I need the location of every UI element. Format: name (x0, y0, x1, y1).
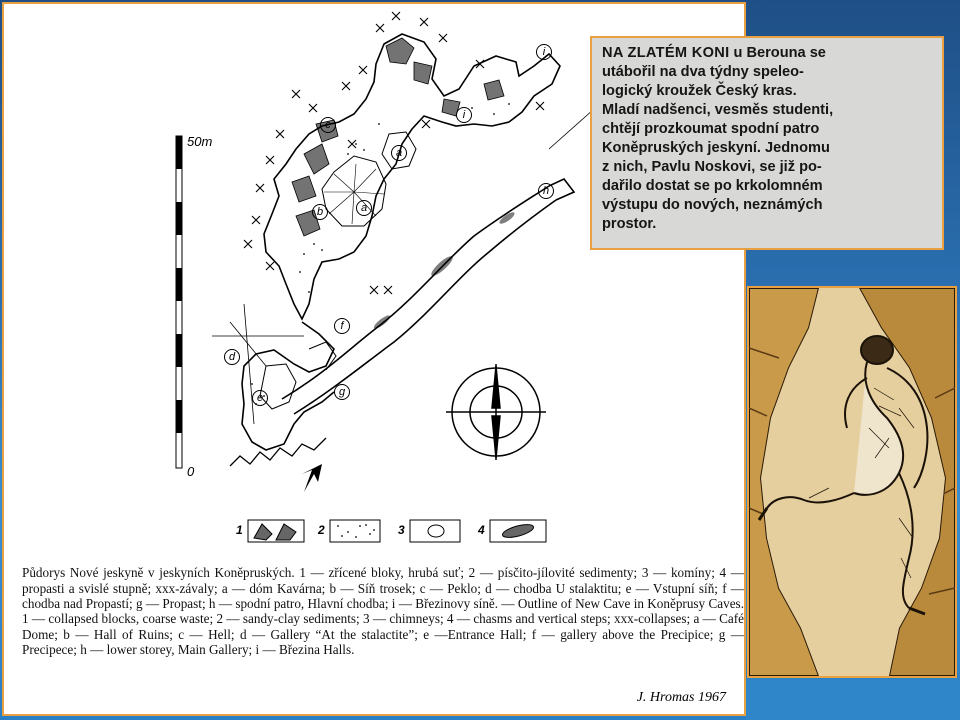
clipping-line-7: dařilo dostat se po krkolomném (602, 178, 823, 194)
clipping-line-1: utábořil na dva týdny speleo- (602, 64, 804, 80)
legend-num-4: 4 (478, 523, 485, 537)
newspaper-clipping (590, 36, 944, 250)
legend-num-1: 1 (236, 523, 243, 537)
main-gallery-fill (372, 210, 516, 330)
entrance-edge (230, 438, 326, 466)
climber-sketch-panel (747, 286, 957, 678)
clipping-line-4: chtějí prozkoumat spodní patro (602, 121, 820, 137)
scale-bar (176, 136, 182, 468)
legend-num-3: 3 (398, 523, 405, 537)
decorative-bar (746, 680, 960, 720)
compass-icon (446, 364, 546, 460)
cave-outline-lower (242, 322, 336, 450)
label-h: h (538, 183, 554, 199)
label-i2: i (456, 107, 472, 123)
clipping-line-5: Koněpruských jeskyní. Jednomu (602, 140, 830, 156)
map-caption: Půdorys Nové jeskyně v jeskyních Koněpruských. 1 — zřícené bloky, hrubá suť; 2 — písčito-jílovité sedimenty; 3 — komíny; 4 — propasti a svislé stupně; xxx-závaly; a — dóm Kavárna; b — Síň trosek; c — Peklo; d — chodba U stalaktitu; e — Vstupní síň; f — chodba nad Propastí; g — Propast; h — spodní patro, Hlavní chodba; i — Březinovy síně. — Outline of New Cave in Koněprusy Caves. 1 — collapsed blocks, coarse waste; 2 — sandy-clay sediments; 3 — chimneys; 4 — chasms and vertical steps; xxx-collapses; a — Café Dome; b — Hall of Ruins; c — Hell; d — Gallery “At the stalactite”; e —Entrance Hall; f — gallery above the Precipice; g — Precipece; h — lower storey, Main Gallery; i — Březina Halls. (22, 565, 744, 658)
clipping-line-0: u Berouna se (729, 45, 826, 61)
scale-label-bottom: 0 (187, 464, 195, 479)
clipping-line-6: z nich, Pavlu Noskovi, se již po- (602, 159, 822, 175)
legend-num-2: 2 (318, 523, 325, 537)
clipping-line-9: prostor. (602, 216, 657, 232)
clipping-first-line (602, 44, 932, 63)
label-f: f (334, 318, 350, 334)
label-a1: a (391, 145, 407, 161)
scale-label-top: 50m (187, 134, 213, 149)
label-i1: i (536, 44, 552, 60)
map-author: J. Hromas 1967 (636, 690, 726, 705)
legend-swatches (248, 520, 546, 542)
label-g: g (334, 384, 350, 400)
label-e: e (252, 390, 268, 406)
climber-sketch (749, 288, 955, 676)
clipping-line-8: výstupu do nových, neznámých (602, 197, 823, 213)
label-d: d (224, 349, 240, 365)
label-b: b (312, 204, 328, 220)
clipping-line-3: Mladí nadšenci, vesměs studenti, (602, 102, 834, 118)
clipping-lead: NA ZLATÉM KONI (602, 45, 730, 61)
sediment-dots (251, 103, 510, 405)
entrance-arrow-icon (302, 464, 322, 492)
clipping-line-2: logický kroužek Český kras. (602, 83, 797, 99)
label-a2: a (356, 200, 372, 216)
label-c: c (320, 117, 336, 133)
